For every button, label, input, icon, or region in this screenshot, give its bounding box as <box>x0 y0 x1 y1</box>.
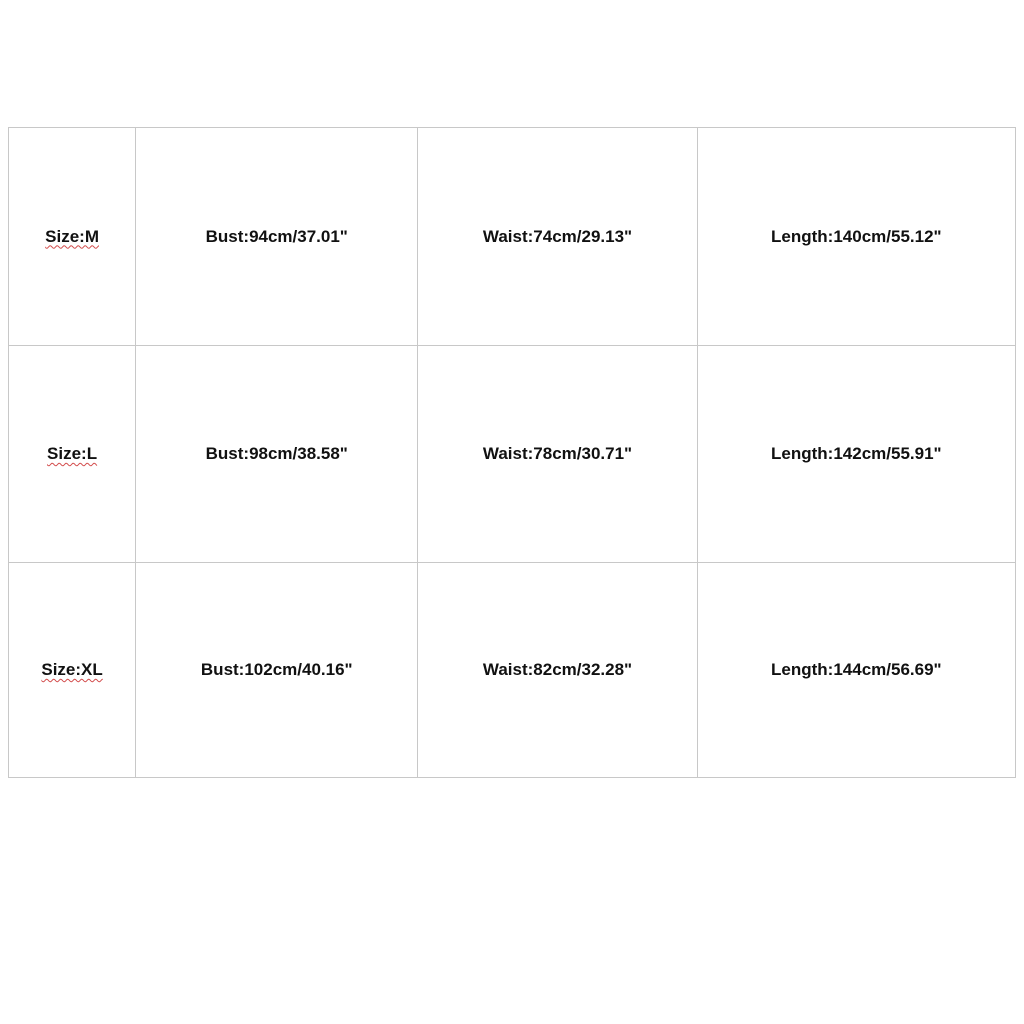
size-cell <box>9 346 136 563</box>
size-chart-table <box>8 127 1016 778</box>
waist-cell: Waist:82cm/32.28" <box>418 563 697 778</box>
bust-cell: Bust:102cm/40.16" <box>136 563 418 778</box>
size-label: Size:XL <box>41 660 103 679</box>
size-cell <box>9 563 136 778</box>
bust-cell: Bust:94cm/37.01" <box>136 128 418 346</box>
length-cell: Length:140cm/55.12" <box>697 128 1015 346</box>
length-cell: Length:144cm/56.69" <box>697 563 1015 778</box>
waist-cell: Waist:78cm/30.71" <box>418 346 697 563</box>
bust-cell: Bust:98cm/38.58" <box>136 346 418 563</box>
table-row <box>9 346 1016 563</box>
length-cell: Length:142cm/55.91" <box>697 346 1015 563</box>
waist-cell: Waist:74cm/29.13" <box>418 128 697 346</box>
table-row <box>9 128 1016 346</box>
size-label: Size:L <box>47 444 98 463</box>
size-label: Size:M <box>45 226 99 246</box>
size-cell <box>9 128 136 346</box>
table-row <box>9 563 1016 778</box>
